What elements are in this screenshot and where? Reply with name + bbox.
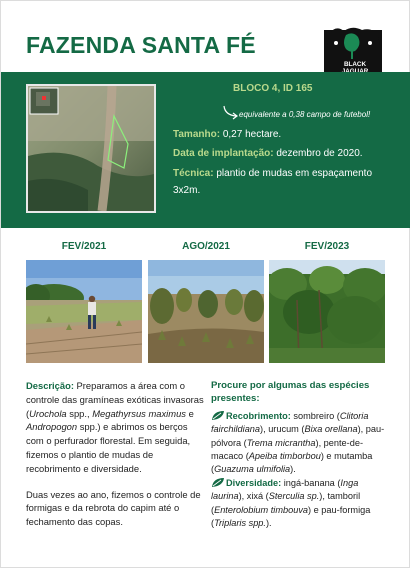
photo-fev-2021 — [26, 260, 142, 363]
info-data-implantacao: Data de implantação: dezembro de 2020. — [173, 148, 363, 159]
photo-label-1: FEV/2021 — [61, 241, 107, 252]
especies-section — [211, 379, 389, 530]
leaf-icon — [211, 410, 225, 421]
bloco-id: BLOCO 4, ID 165 — [233, 83, 313, 94]
recobrimento-list: Recobrimento: sombreiro (Clitoria fairchildiana), urucum (Bixa orellana), pau-pólvora (Trema micrantha), pente-de-macaco (Apeiba timborbou) e mutamba (Guazuma ulmifolia). — [211, 410, 385, 475]
diversidade-list: Diversidade: ingá-banana (Inga laurina), xixá (Sterculia sp.), tamboril (Enterolobium timbouva) e pau-formiga (Triplaris spp.). — [211, 477, 371, 529]
curved-arrow-icon — [221, 104, 241, 120]
logo-wordmark: BLACK — [343, 61, 367, 68]
descricao-section — [26, 379, 206, 529]
especies-heading: Procure por algumas das espécies presentes: — [211, 380, 370, 405]
info-tamanho: Tamanho: 0,27 hectare. — [173, 129, 282, 140]
manejo-paragraph: Duas vezes ao ano, fizemos o controle de formigas e da rebrota do capim até o fechamento das copas. — [26, 488, 201, 528]
photo-label-3: FEV/2023 — [304, 241, 350, 252]
leaf-icon — [211, 477, 225, 488]
page-title: FAZENDA SANTA FÉ — [26, 32, 256, 58]
photo-fev-2023 — [269, 260, 385, 363]
descricao-paragraph: Descrição: Preparamos a área com o controle das gramíneas exóticas invasoras (Urochola spp., Megathyrsus maximus e Andropogon spp.) e abrimos os berços com o perfurador florestal. Em seguida, fizemos o plantio de mudas de recobrimento e diversidade. — [26, 380, 204, 474]
area-comparison-note: equivalente a 0,38 campo de futebol! — [239, 110, 371, 119]
photo-ago-2021 — [148, 260, 264, 363]
photo-label-2: AGO/2021 — [182, 241, 230, 252]
info-tecnica: Técnica: plantio de mudas em espaçamento 3x2m. — [173, 168, 373, 196]
satellite-map-image — [26, 84, 156, 213]
